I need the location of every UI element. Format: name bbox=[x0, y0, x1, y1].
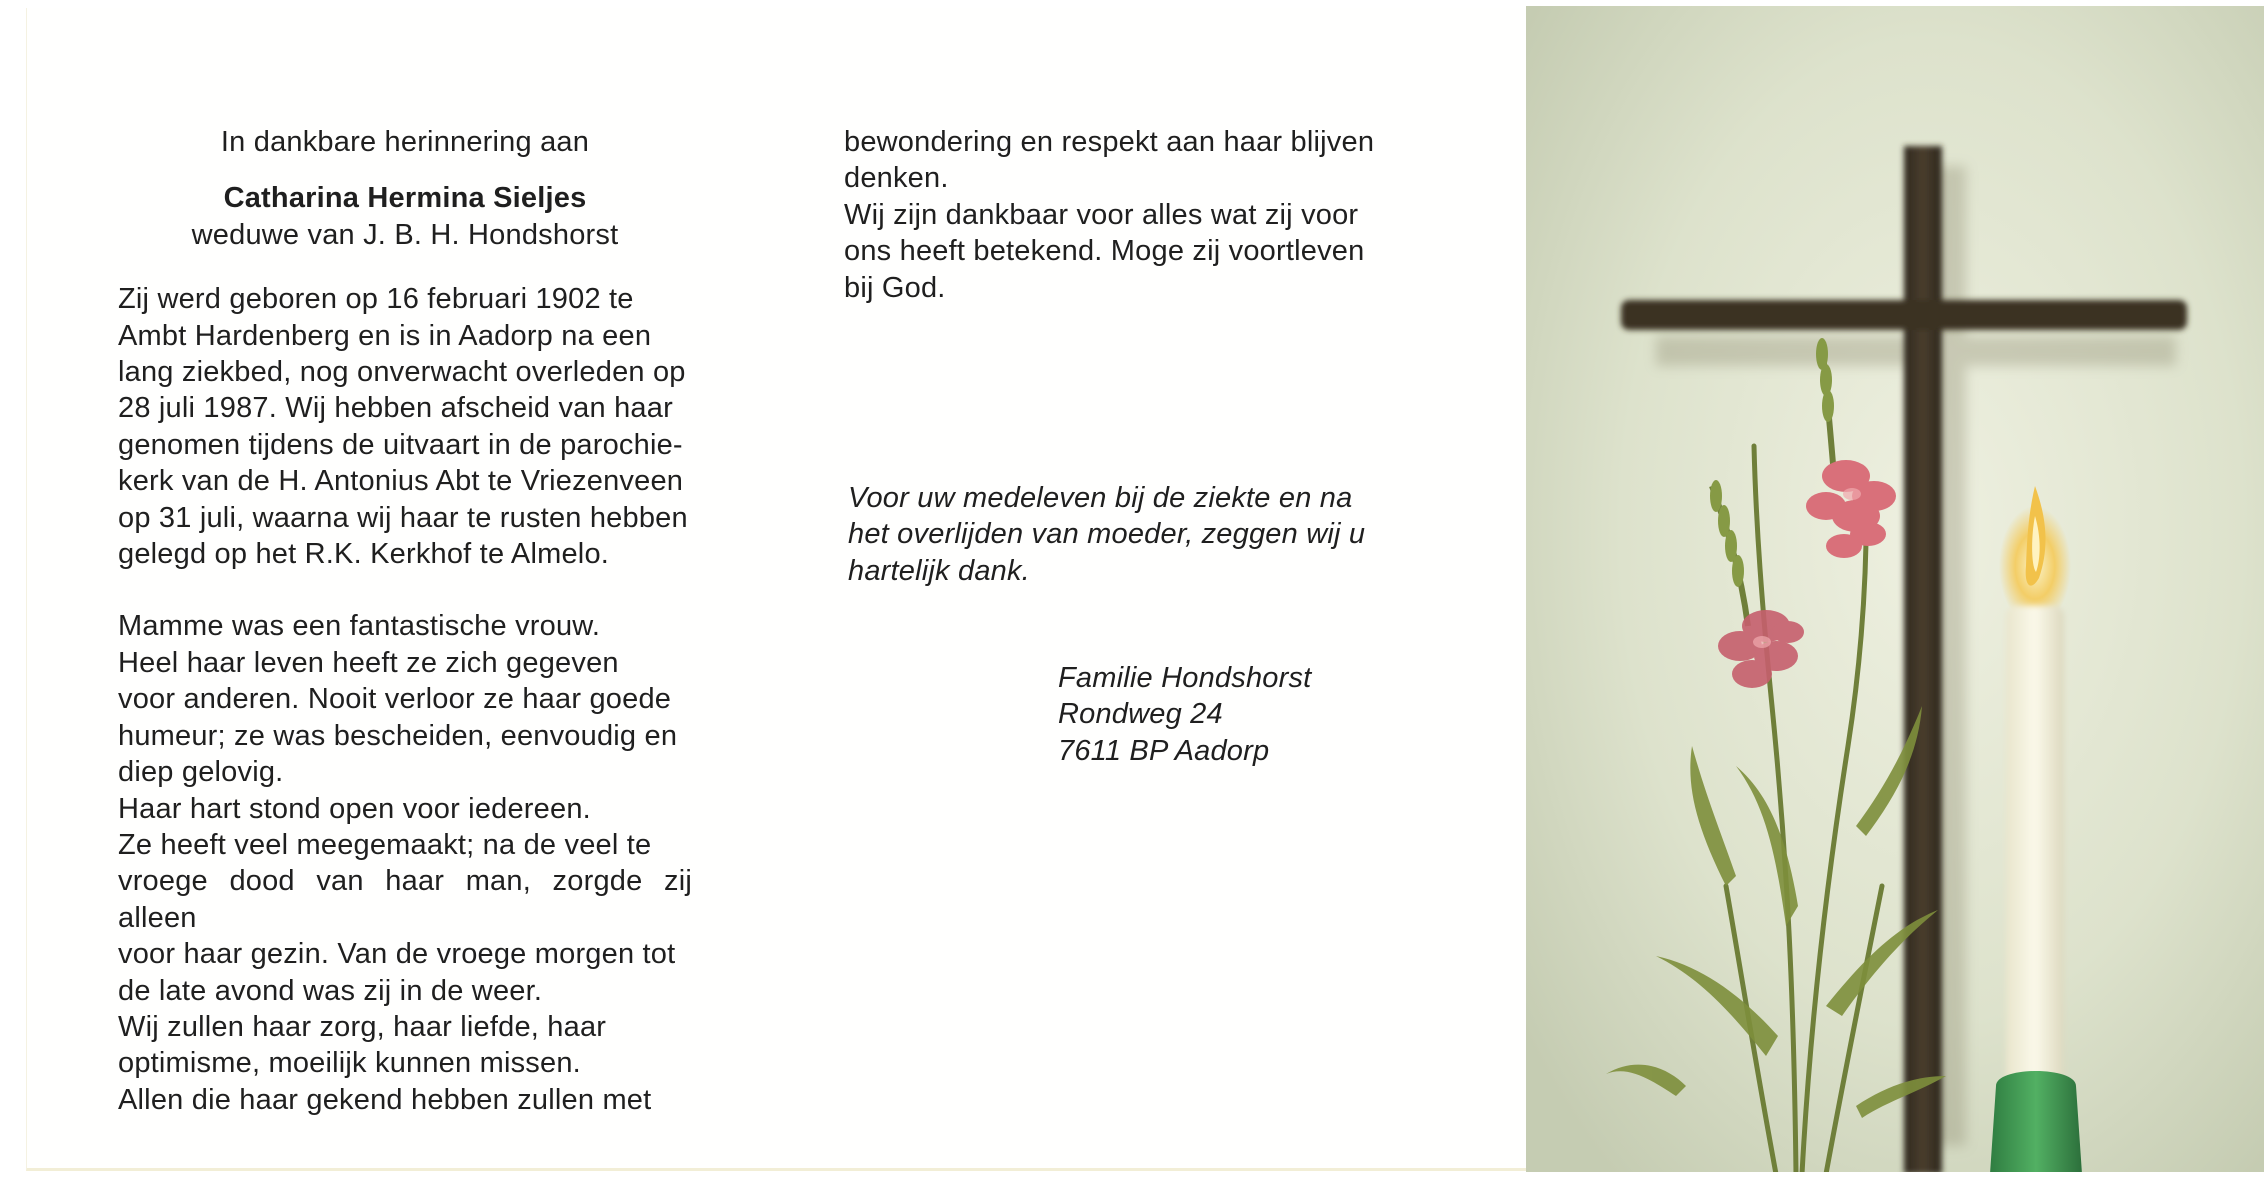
deceased-name: Catharina Hermina Sieljes bbox=[223, 182, 587, 215]
thanks-block bbox=[848, 480, 1424, 589]
wall-background bbox=[1526, 6, 2264, 1174]
vase-icon bbox=[1990, 1071, 2082, 1174]
bottom-margin bbox=[0, 1172, 2264, 1200]
biography-paragraph: Zij werd geboren op 16 februari 1902 te Ambt Hardenberg en is in Aadorp na een lang ziekbed, nog onverwacht overleden op 28 juli 1987. Wij hebben afscheid van haar genomen tijdens de uitvaart in de parochie- kerk van de H. Antonius Abt te Vriezenveen op 31 juli, waarna wij haar te rusten hebben gelegd op het R.K. Kerkhof te Almelo. bbox=[118, 283, 688, 571]
tribute-continuation: bewondering en respekt aan haar blijven denken. Wij zijn dankbaar voor alles wat zij voor ons heeft betekend. Moge zij voortleven bij God. bbox=[844, 126, 1375, 304]
tribute-paragraph: Mamme was een fantastische vrouw. Heel haar leven heeft ze zich gegeven voor anderen. Nooit verloor ze haar goede humeur; ze was bescheiden, eenvoudig en diep gelovig. Haar hart stond open voor iedereen. Ze heeft veel meegemaakt; na de veel te vroege dood van haar man, zorgde zij alleen voor haar gezin. Van de vroege morgen tot de late avond was zij in de weer. Wij zullen haar zorg, haar liefde, haar optimisme, moeilijk kunnen missen. Allen die haar gekend hebben zullen met bbox=[118, 610, 692, 1116]
signature-block bbox=[1058, 660, 1418, 769]
signature-family: Familie Hondshorst bbox=[1058, 662, 1312, 694]
signature-street: Rondweg 24 bbox=[1058, 698, 1223, 731]
paragraph-gap bbox=[118, 572, 692, 608]
intro-line: In dankbare herinnering aan bbox=[220, 126, 590, 158]
cross-flowers-candle-photo bbox=[1526, 6, 2264, 1174]
photo-illustration bbox=[1526, 6, 2264, 1174]
signature-city: 7611 BP Aadorp bbox=[1058, 734, 1270, 767]
left-text-column bbox=[118, 124, 692, 1118]
middle-text-column bbox=[844, 124, 1422, 306]
widow-line: weduwe van J. B. H. Hondshorst bbox=[191, 218, 619, 251]
thanks-text: Voor uw medeleven bij de ziekte en na het overlijden van moeder, zeggen wij u hartelijk dank. bbox=[848, 482, 1366, 587]
